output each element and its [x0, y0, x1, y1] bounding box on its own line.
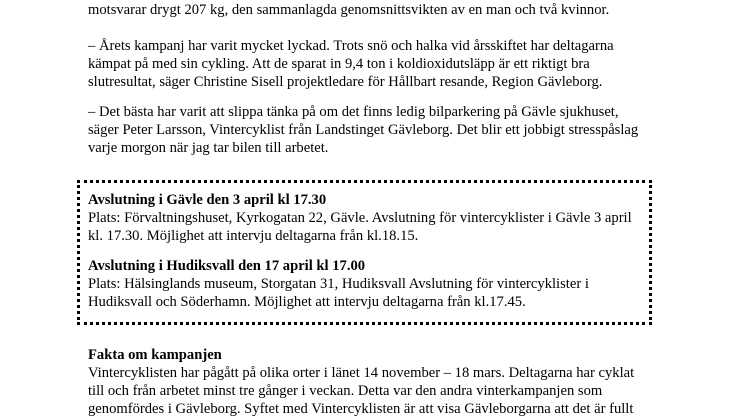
facts-section: [88, 346, 634, 418]
quote-christine-paragraph: [88, 37, 614, 91]
event-gavle: [88, 191, 632, 245]
event-detail-line: Plats: Hälsinglands museum, Storgatan 31, Hudiksvall Avslutning för vintercyklister i: [88, 276, 589, 292]
text-line: – Årets kampanj har varit mycket lyckad. Trots snö och halka vid årsskiftet har deltagarna: [88, 38, 614, 54]
text-line: – Det bästa har varit att slippa tänka på om det finns ledig bilparkering på Gävle sjukhuset,: [88, 104, 619, 120]
intro-paragraph: [88, 1, 609, 19]
text-line: genomfördes i Gävleborg. Syftet med Vintercyklisten är att visa Gävleborgarna att det är fullt: [88, 401, 634, 417]
event-hudiksvall: [88, 257, 632, 311]
text-line: till och från arbetet minst tre gånger i veckan. Detta var den andra vinterkampanjen som: [88, 383, 603, 399]
text-line: varje morgon när jag tar bilen till arbetet.: [88, 140, 329, 156]
text-line: Vintercyklisten har pågått på olika orter i länet 14 november – 18 mars. Deltagarna har cyklat: [88, 365, 635, 381]
event-detail-line: Plats: Förvaltningshuset, Kyrkogatan 22, Gävle. Avslutning för vintercyklister i Gävle 3 april: [88, 210, 632, 226]
text-line: säger Peter Larsson, Vintercyklist från Landstinget Gävleborg. Det blir ett jobbigt stresspåslag: [88, 122, 639, 138]
text-line: kämpat på med sin cykling. Att de sparat in 9,4 ton i koldioxidutsläpp är ett riktigt bra: [88, 56, 590, 72]
event-heading: Avslutning i Gävle den 3 april kl 17.30: [88, 192, 327, 208]
quote-peter-paragraph: [88, 103, 638, 157]
facts-heading: Fakta om kampanjen: [88, 347, 222, 363]
text-line: motsvarar drygt 207 kg, den sammanlagda genomsnittsvikten av en man och två kvinnor.: [88, 2, 610, 18]
event-detail-line: kl. 17.30. Möjlighet att intervju deltagarna från kl.18.15.: [88, 228, 419, 244]
event-heading: Avslutning i Hudiksvall den 17 april kl 17.00: [88, 258, 366, 274]
event-detail-line: Hudiksvall och Söderhamn. Möjlighet att intervju deltagarna från kl.17.45.: [88, 294, 526, 310]
events-box: [77, 180, 652, 325]
text-line: slutresultat, säger Christine Sisell projektledare för Hållbart resande, Region Gävleborg.: [88, 74, 603, 90]
